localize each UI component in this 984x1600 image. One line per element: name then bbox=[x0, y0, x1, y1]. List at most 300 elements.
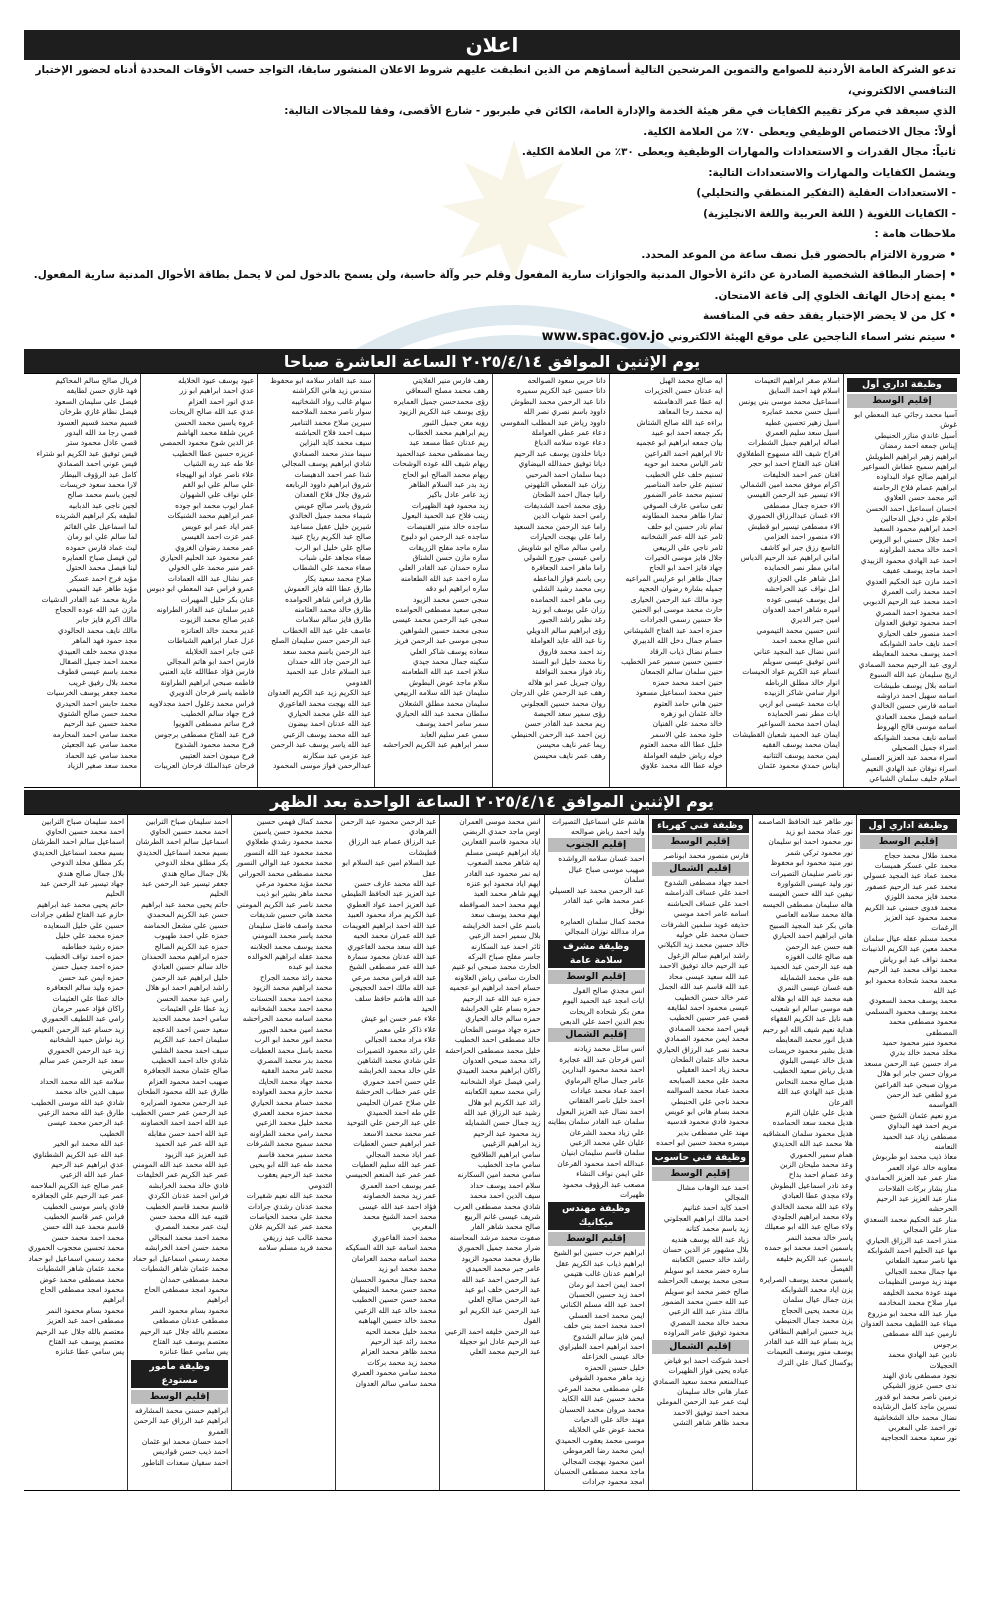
candidate-name: ريم عدنان عطا مسعد عبد bbox=[409, 438, 489, 448]
candidate-name: دعاء عمر عطي العواملة bbox=[531, 428, 606, 438]
candidate-name: محمد حازم محمد العواوده bbox=[252, 1087, 333, 1097]
candidate-name: عرين شلقة محمد الهاشم bbox=[176, 428, 255, 438]
candidate-name: فرحان عبدالملك فرحان العريبات bbox=[154, 761, 255, 771]
candidate-name: كامل عبد الرؤوف البيطار bbox=[60, 469, 138, 479]
candidate-name: اسامه نايف محمد الشوابكه bbox=[873, 732, 957, 742]
candidate-name: حمزه سالم خالد الحياري bbox=[465, 1014, 541, 1024]
candidate-name: احمد محمود احمد المصري bbox=[875, 607, 957, 617]
candidate-name: بسيم محمد اسماعيل الحديدي bbox=[136, 847, 229, 857]
candidate-name: اسراء جميل الصحيلي bbox=[891, 743, 957, 752]
candidate-name: قاسم محمد عبد الله حسن bbox=[42, 1222, 125, 1232]
candidate-name: رامي عبد اللطيف الحموري bbox=[41, 1014, 125, 1024]
candidate-name: نور طاهر عبد الحافظ الصاصمه bbox=[758, 816, 853, 826]
candidate-name: معتصم يوسف عبد الفتاح bbox=[152, 1336, 229, 1346]
candidate-name: حسام جمال دخل الله الدبيري bbox=[632, 636, 723, 646]
candidate-name: نارمين عبد الله مصطفى برجوس bbox=[882, 1329, 957, 1349]
candidate-name: عمار هاني خالد سليمان bbox=[677, 1386, 749, 1396]
names-column bbox=[231, 815, 335, 1490]
candidate-name: عبد الله محمد عارف حسن bbox=[354, 879, 437, 889]
candidate-name: حلا حسين رسمي الجرادات bbox=[640, 615, 723, 625]
candidate-name: هبه حسن عبد الرحمن bbox=[785, 941, 853, 951]
candidate-name: ايه عدنان حسن الجزيرات bbox=[644, 386, 723, 396]
candidate-name: احمد جلال حسني ابو الروس bbox=[870, 534, 957, 544]
candidate-name: راني محمد سعيد الكعابنه bbox=[464, 1087, 541, 1097]
names-column bbox=[127, 815, 231, 1490]
candidate-name: محمد مؤيد محمود مرعي bbox=[255, 879, 333, 889]
candidate-name: احمد ابراهيم محمود السعيد bbox=[873, 524, 957, 534]
candidate-name: هديل علي عليان الترم bbox=[785, 1108, 853, 1117]
candidate-name: حمزه احمد نواف الخطيب bbox=[45, 951, 125, 961]
candidate-name: هديل بشير محمود خريسات bbox=[768, 1045, 853, 1055]
candidate-name: احمد علي عساف الحباشنه bbox=[667, 898, 749, 908]
candidate-name: سلام احمد عبد الله الطعامنه bbox=[401, 667, 489, 677]
candidate-name: محمد يوسف محمد الجلابنه bbox=[250, 941, 333, 951]
candidate-name: اسامه بلال يوسف طبيشات bbox=[873, 680, 957, 690]
candidate-name: فيصل علي سليمان السعود bbox=[54, 396, 138, 406]
candidate-name: ابراهيم سميح عطاش السواعير bbox=[861, 462, 957, 472]
candidate-name: سجى محمد حسين الشواهين bbox=[399, 625, 489, 635]
candidate-name: مراد حسين عبد الرحمن مسعد bbox=[863, 1058, 957, 1068]
candidate-name: زيد عطا علي العثيمات bbox=[160, 1003, 229, 1013]
region-header: إقليم الوسط bbox=[548, 970, 645, 984]
candidate-name: راما ماهر احمد الجعافرة bbox=[531, 563, 606, 573]
candidate-name: نيفين عبد الله حسن العيسه bbox=[768, 889, 853, 899]
candidate-name: ريم محمد عبد القادر حسن bbox=[524, 719, 606, 729]
candidate-name: عمر عبد الكريم عمر الخليفات bbox=[136, 1170, 229, 1180]
candidate-name: ايه شاهر محمد الصعوب bbox=[467, 858, 541, 868]
candidate-name: محمد كمال سلمان العمايره bbox=[560, 916, 645, 926]
candidate-name: الاء تيسير عبد الرحمن القيسي bbox=[747, 490, 840, 500]
candidate-name: اسيل زهير تحسين عطيه bbox=[765, 417, 840, 427]
candidate-name: سلمان عبد القادر سلمان بطاينه bbox=[547, 1117, 645, 1127]
candidate-name: محمد غالب عبد زريقي bbox=[263, 1232, 333, 1242]
candidate-name: شادي محمد مصطفى العرب bbox=[453, 1201, 541, 1211]
candidate-name: محمد بلال رفيق غريب bbox=[68, 677, 138, 687]
candidate-name: غدير محمد خالد العنانزه bbox=[181, 625, 255, 635]
candidate-name: اسامه فارس حسين الخالدي bbox=[870, 701, 957, 711]
candidate-name: محمد زياد احمد العقيلي bbox=[676, 1065, 749, 1075]
candidate-name: عامر جبر محمد الحميدي bbox=[465, 1264, 541, 1274]
candidate-name: احمد ايمن احمد ابو رمان bbox=[568, 1279, 645, 1289]
candidate-name: ديانا توفيق حمدالله البيضاوي bbox=[518, 459, 606, 469]
candidate-name: قصي رجا مد الله البدور bbox=[65, 428, 138, 438]
candidate-name: اياد محمود قاسم القعارين bbox=[461, 837, 541, 847]
candidate-name: رهف عبد الرحمن علي الدرجان bbox=[510, 688, 606, 698]
names-column bbox=[856, 815, 960, 1490]
candidate-name: حازم عبد الفتاح لطفي جرادات bbox=[30, 910, 125, 920]
candidate-name: محمد ابراهيم محمد الزيود bbox=[252, 983, 333, 993]
candidate-name: جهاد تيسير عبد الرحمن عبد الحليم bbox=[40, 879, 125, 899]
candidate-name: صفاء مجاهد علي شباب bbox=[299, 552, 372, 562]
candidate-name: احمد خالد محمد الطراونه bbox=[879, 545, 957, 555]
candidate-name: عبد الرحمن عمر حسن الخطيب bbox=[131, 1108, 229, 1117]
candidate-name: تامر الياس محمد ابو حويه bbox=[643, 459, 723, 469]
candidate-name: محمد باسل محمد العطيات bbox=[250, 1045, 333, 1055]
candidate-name: نور سعيد محمد الحجاجيه bbox=[880, 1433, 957, 1443]
candidate-name: محمد مسلم عقله عيال سلمان bbox=[863, 933, 957, 943]
candidate-name: حنين احمد محمد حمزه bbox=[652, 677, 723, 687]
candidate-name: محمد محمود عبد العزيز الرغمات bbox=[884, 913, 957, 933]
candidate-name: يزيد حسين ابراهيم النطافي bbox=[768, 1326, 853, 1336]
candidate-name: عبد الرحيم خالد توفيق الاحمد bbox=[659, 961, 749, 971]
candidate-name: ربى ماهر احمد الحمامده bbox=[530, 594, 606, 604]
candidate-name: هديل انور محمد المعايطه bbox=[775, 1035, 853, 1045]
candidate-name: تسنيم خلف علي الخطيب bbox=[645, 469, 723, 479]
candidate-name: مراد مدالله نوزان المجالي bbox=[564, 927, 645, 937]
candidate-name: خوله رياض خليفه العواملة bbox=[643, 750, 723, 760]
candidate-name: فراس محمد زغلول احمد مجدلاويه bbox=[149, 698, 255, 708]
candidate-name: سيما منذر محمد الصمادي bbox=[292, 448, 372, 458]
intro-line: ملاحظات هامة : bbox=[874, 228, 956, 240]
candidate-name: عبد الرحمن خليفه احمد الزعبي bbox=[444, 1326, 541, 1336]
candidate-name: ثائر احمد عبد السكارنه bbox=[470, 941, 541, 951]
candidate-name: نور احمد علي المغربي bbox=[888, 1422, 957, 1432]
candidate-name: روان جبريل عمر ابو هلاله bbox=[527, 677, 606, 687]
candidate-name: عنان بكر خليل المهيرات bbox=[180, 594, 255, 604]
candidate-name: سامي ماجد الخطيب bbox=[478, 1160, 541, 1170]
names-grid-afternoon bbox=[24, 814, 960, 1491]
candidate-name: ربى محمد رشيد الشلبي bbox=[532, 584, 606, 594]
candidate-name: محمد حسن صالح الشتوي bbox=[58, 709, 138, 718]
candidate-name: محمد محمود عبد الله النسور bbox=[244, 847, 333, 857]
candidate-name: خلود محمد علي الاسمر bbox=[650, 729, 723, 739]
candidate-name: سجى حسن محمد الزيود bbox=[413, 594, 489, 604]
candidate-name: زيد باسم محمد كتانه bbox=[685, 1224, 749, 1234]
candidate-name: عمر يوسف احمد العمري bbox=[360, 1180, 437, 1190]
candidate-name: علي شادي محمد الشاهين bbox=[357, 1055, 437, 1065]
candidate-name: سمي عمر سليم العابد bbox=[420, 729, 489, 739]
candidate-name: أسيل غاندي منازر الحنيطي bbox=[874, 430, 957, 440]
candidate-name: هبه علي محمد الشمايله bbox=[779, 972, 853, 982]
candidate-name: ساره حمدان عبد القادر العلي bbox=[398, 563, 489, 573]
candidate-name: سندس زيد هاني الكراشنه bbox=[292, 386, 372, 396]
candidate-name: حمزه علي احمد طهبوب bbox=[154, 931, 229, 941]
candidate-name: محمد رسمي اسماعيل ابو حماد bbox=[132, 1253, 229, 1263]
candidate-name: عبد الله عمران محمد الحيه bbox=[353, 931, 437, 941]
names-column bbox=[374, 374, 491, 787]
candidate-name: عبد العزيز احمد عواد العطوي bbox=[346, 899, 437, 909]
candidate-name: آسيا محمد رجائي عبد المعطي ابو غوش bbox=[854, 410, 957, 430]
candidate-name: ساجده عبد الرحمن ابو دلبوح bbox=[400, 532, 489, 542]
candidate-name: ابراهيم عدنان غالب هتيمي bbox=[563, 1269, 645, 1279]
candidate-name: خالد سالم حسين العبادي bbox=[152, 962, 229, 972]
candidate-name: محمد خالد عثمان الطحان bbox=[670, 1054, 749, 1064]
names-column bbox=[439, 815, 543, 1490]
candidate-name: محمد احمد الفاعوري bbox=[372, 1232, 437, 1242]
candidate-name: جود مالك عبد الرحمن الحيارى bbox=[630, 594, 723, 604]
candidate-name: محمد ظاهر محمد العزام bbox=[360, 1347, 437, 1357]
candidate-name: عز الدين شوح محمود الحمصي bbox=[159, 438, 255, 448]
candidate-name: احمد خليل ناصر الفتقاني bbox=[568, 1096, 645, 1106]
candidate-name: محمد عبد الله نعيم شقيرات bbox=[246, 1191, 333, 1201]
announcement-title: اعلان bbox=[24, 30, 960, 60]
note-item: • يمنع إدخال الهاتف الخلوي إلى قاعة الامتحان. bbox=[714, 289, 956, 302]
candidate-name: لما اسماعيل علي القائم bbox=[64, 521, 138, 531]
candidate-name: يس سامي عطا عنانزه bbox=[159, 1347, 229, 1357]
candidate-name: زيد جمال حسن الشمايله bbox=[464, 1118, 541, 1128]
candidate-name: عبد الرحمن عبد الكريم ابو الفول bbox=[459, 1305, 541, 1326]
candidate-name: لجين باسم محمد صالح bbox=[67, 490, 138, 500]
candidate-name: محمد خليل محمد الزعبي bbox=[255, 1118, 333, 1128]
region-header: إقليم الوسط bbox=[548, 1232, 645, 1246]
candidate-name: محمد ناصر عبد الكريم المومني bbox=[236, 899, 333, 909]
candidate-name: ليث عماد فارس حموده bbox=[65, 542, 138, 552]
candidate-name: مجد حمود فهد الماهر bbox=[71, 636, 138, 646]
candidate-name: منذر احمد عبد الرزاق الحياري bbox=[866, 1235, 957, 1245]
candidate-name: مروان صبحي عبد القراعين bbox=[874, 1079, 957, 1089]
candidate-name: عبد الله حسن محمد الضمور bbox=[662, 1297, 749, 1307]
candidate-name: ساره ماجد مفلح الزريقات bbox=[409, 542, 489, 552]
candidate-name: ايهم محمد يوسف سعد bbox=[470, 910, 541, 920]
candidate-name: هلا محمد عبد الله الحديدي bbox=[772, 1139, 853, 1149]
candidate-name: عمر ابراهيم حسن العطيات bbox=[353, 1139, 437, 1149]
session-header-morning: يوم الإثنين الموافق ٢٠٢٥/٤/١٤ الساعة العاشرة صباحا bbox=[24, 349, 960, 373]
candidate-name: يزن اياد محمد الشوابكه bbox=[780, 1284, 853, 1294]
candidate-name: احمد سفيان سعدات الناطور bbox=[141, 1457, 229, 1467]
candidate-name: عبد الله هاشم حافظ سلف الحيد bbox=[354, 993, 437, 1013]
candidate-name: يزن محمد جمال الحنيطي bbox=[775, 1316, 853, 1326]
candidate-name: عبد الله قاسم عبد الله الجمل bbox=[658, 982, 749, 992]
candidate-name: سمر ابراهيم عبد الكريم الحراحشه bbox=[382, 740, 489, 750]
candidate-name: حمزه جهاد موسى الطحان bbox=[460, 1024, 541, 1034]
candidate-name: ميناء عبد اللطيف محمد العدوان bbox=[860, 1318, 957, 1328]
candidate-name: افنان عبد الفتاح احمد ابو حجر bbox=[748, 459, 840, 469]
candidate-name: فهد غازي حسن لطايفه bbox=[66, 386, 138, 396]
candidate-name: محمد محمد ابو زيد bbox=[378, 1264, 437, 1274]
candidate-name: رند احمد محمد فاروق bbox=[538, 646, 606, 656]
candidate-name: سجى محمد يوسف الحراحشه bbox=[657, 1276, 749, 1286]
candidate-name: بكر مطلق مخلد الدوخي bbox=[154, 858, 229, 868]
candidate-name: محمد جمال محمود الحسبان bbox=[350, 1274, 437, 1284]
candidate-name: افنان عمر احمد الخليفات bbox=[763, 469, 840, 479]
candidate-name: رؤى يوسف عبد الكريم الزيود bbox=[398, 407, 489, 417]
candidate-name: هبه صالح غالب الغوزه bbox=[785, 951, 853, 961]
candidate-name: راما عبد الرحمن محمد السعيد bbox=[513, 521, 606, 531]
candidate-name: ايمن محمد احمد العسلي bbox=[568, 1310, 645, 1320]
candidate-name: وعد عصام احمد بداح bbox=[788, 1170, 853, 1180]
candidate-name: عبد الله محمد يوسف الزعبي bbox=[282, 729, 372, 739]
candidate-name: محمود بسام محمود النمر bbox=[46, 1305, 125, 1315]
candidate-name: اسامه موسى فالح الهروط bbox=[876, 722, 957, 732]
names-column bbox=[726, 374, 843, 787]
candidate-name: سجى سعيد مصطفى الحوامده bbox=[395, 604, 489, 614]
candidate-name: ابراهيم ذياب عبد الكريم عقل bbox=[555, 1258, 645, 1268]
candidate-name: مهند عودة محمد الخليفه bbox=[882, 1287, 957, 1297]
candidate-name: جميله بشارة رضوان الحجيه bbox=[638, 584, 723, 594]
intro-line: - الاستعدادات العقلية (التفكير المنطقي والتحليلي) bbox=[696, 187, 956, 199]
candidate-name: محمود منير محمود حميد bbox=[882, 1037, 957, 1047]
candidate-name: رائد محمد صبحي العدوان bbox=[462, 1055, 541, 1065]
candidate-name: راكان ابراهيم محمد العبيدي bbox=[456, 1066, 541, 1076]
candidate-name: حنين محمد اسماعيل مسعود bbox=[635, 688, 723, 698]
candidate-name: نور محمود احمد ابو سليمان bbox=[768, 837, 853, 847]
candidate-name: سعيد حسن احمد الدعجه bbox=[152, 1024, 229, 1034]
candidate-name: نادين عبد الهادي محمد الحجيلات bbox=[888, 1350, 957, 1370]
candidate-name: طارق عطا الله فايز العموش bbox=[284, 584, 372, 594]
candidate-name: شريف عيسى غانم الربيع bbox=[464, 1212, 541, 1222]
candidate-name: محمد بدر محمد المصري bbox=[257, 1055, 333, 1065]
candidate-name: الحارث سامي رياض العلاونه bbox=[454, 972, 541, 982]
candidate-name: رامي احمد شهاب الدين bbox=[533, 511, 606, 521]
candidate-name: محمد كمال فهمي حسين bbox=[256, 816, 333, 826]
candidate-name: نور منيد محمود ابو محفوظ bbox=[770, 858, 853, 868]
candidate-name: ابراهيم حسني محمد المشارفه bbox=[134, 1405, 229, 1415]
candidate-name: احمد ابراهيم احمد الطيراوي bbox=[558, 1342, 645, 1352]
candidate-name: اريج سليمان عبد الله السبوع bbox=[869, 670, 957, 680]
candidate-name: قتيبه عبد الله محمد حسن bbox=[149, 1212, 229, 1222]
candidate-name: عمر محمد رضوان الغزوي bbox=[175, 542, 255, 552]
candidate-name: قيس عوني احمد الصمادي bbox=[57, 459, 138, 469]
candidate-name: قيس احمد محمد الصمادي bbox=[668, 1023, 749, 1033]
region-header: إقليم الشمال bbox=[548, 1028, 645, 1042]
candidate-name: فرح ميمون احمد العتيبي bbox=[179, 750, 255, 760]
candidate-name: هبه نايل عبد الكريم الفقهاء bbox=[770, 1014, 853, 1024]
note-item: • إحضار البطاقة الشخصية الصادرة عن دائرة الأحوال المدنية والجوازات سارية المفعول وقلم حبر وآلة حاسبة، ولن يسمح بالدخول لمن لا يحمل بطاقة الأحوال المدنية سارية المفعول. bbox=[33, 269, 956, 281]
candidate-name: ميسره محمد حسين ابو احمده bbox=[656, 1138, 749, 1148]
candidate-name: تالا ابراهيم احمد القراعين bbox=[644, 448, 723, 458]
candidate-name: سهام غالب رواد الشخاتيبه bbox=[291, 396, 372, 406]
candidate-name: عدي عبد الله صالح الريحات bbox=[169, 407, 255, 417]
job-title-header: وظيفة فني حاسوب bbox=[652, 1151, 749, 1165]
candidate-name: عبد السلام امين عبد السلام ابو عقل bbox=[342, 858, 437, 878]
candidate-name: محمد احمد محمد المجالي bbox=[148, 1232, 229, 1242]
candidate-name: محمد جعفر يوسف الخرسيات bbox=[46, 688, 138, 698]
candidate-name: ساره احمد عبد الله الطعامنه bbox=[400, 573, 489, 583]
candidate-name: اسلام خليف سلمان الشباعي bbox=[869, 774, 957, 784]
candidate-name: راما علي بهجت الحيارات bbox=[530, 532, 606, 542]
names-column bbox=[843, 374, 960, 787]
candidate-name: عبد الله عدنان محمود سمارة bbox=[347, 951, 437, 961]
candidate-name: سعد عبد الرحمن عمر سالم العريني bbox=[39, 1055, 125, 1076]
candidate-name: خالد مصطفى احمد الخطيب bbox=[454, 1035, 541, 1045]
candidate-name: عبد الله مالك احمد الحجيجي bbox=[349, 983, 437, 993]
candidate-name: سمر سامر احمد يوسف bbox=[415, 719, 489, 729]
candidate-name: حمزه عبد الكريم الصالح bbox=[154, 941, 229, 951]
candidate-name: اسراء نوفان عبد الهادي النعيم bbox=[865, 763, 957, 773]
candidate-name: الاء حمزه جمال مصطفى bbox=[763, 500, 840, 510]
candidate-name: علي مصطفى محمد المرعي bbox=[558, 1383, 645, 1393]
candidate-name: فرح ساتم مصطفى الفويوا bbox=[173, 719, 255, 729]
candidate-name: صالح عثمان محمد الجعافرة bbox=[143, 1066, 229, 1076]
candidate-name: محمود بسام محمود النمر bbox=[150, 1305, 229, 1315]
candidate-name: محمد ناجي علي الحنيطي bbox=[671, 1096, 749, 1106]
candidate-name: انوار سامي شاكر الزبيده bbox=[764, 688, 840, 698]
candidate-name: محمد بسام هاني ابو عويس bbox=[665, 1106, 749, 1116]
candidate-name: ضرار محمد جميل الحموري bbox=[457, 1243, 541, 1253]
candidate-name: ابراهيم صالح عواد البداوده bbox=[876, 472, 957, 482]
region-header: إقليم الوسط bbox=[652, 1167, 749, 1181]
candidate-name: محمد عوض علي الخلايله bbox=[568, 1425, 645, 1435]
candidate-name: احمد ذيب حسن قواديس bbox=[152, 1447, 229, 1457]
candidate-name: محمد سامي سالم العدوان bbox=[355, 1378, 437, 1388]
candidate-name: محمود توفيق عامر المراوده bbox=[663, 1328, 749, 1338]
candidate-name: احسان اسماعيل احمد الحسن bbox=[865, 503, 957, 513]
candidate-name: روان محمد حسين العجلوني bbox=[520, 698, 606, 708]
candidate-name: عمر عبد الرحيم علي الجعافره bbox=[31, 1191, 125, 1201]
candidate-name: محمد احمد محمد الشخانبه bbox=[250, 1003, 333, 1013]
candidate-name: زيد ماهر محمود الشوفي bbox=[569, 1373, 645, 1383]
candidate-name: مؤيد فرح احمد عسكر bbox=[70, 573, 138, 583]
candidate-name: حارث محمد موسى ابو الحنين bbox=[631, 604, 723, 614]
candidate-name: ايه محمد رجا المعاهد bbox=[658, 407, 723, 417]
candidate-name: محمد سامي عيد الحماد bbox=[65, 750, 138, 760]
candidate-name: علي سالم علي ابو القم bbox=[182, 480, 255, 490]
candidate-name: محمد حسين عبد الله الكايد bbox=[561, 1394, 645, 1404]
candidate-name: هاله سليمان مصطفى الحيسه bbox=[762, 899, 853, 909]
candidate-name: رانيا جمال احمد الطحان bbox=[532, 490, 606, 500]
candidate-name: هاني بكر عبد المجيد الصبيح bbox=[768, 920, 853, 930]
candidate-name: جلال فايز موسى الحيرات bbox=[644, 552, 723, 562]
candidate-name: يس سامي عطا عنانزه bbox=[55, 1347, 125, 1357]
candidate-name: عمار عبد الله الزعبي bbox=[60, 1170, 125, 1180]
candidate-name: رامي سالم صالح ابو شاويش bbox=[517, 542, 606, 552]
candidate-name: محمد باسم عيسى قطوف bbox=[57, 667, 138, 677]
candidate-name: سند عبد القادر سلامه ابو محفوظ bbox=[270, 376, 372, 385]
candidate-name: ايات محمد عيسى ابو ازبي bbox=[759, 698, 840, 708]
candidate-name: رنا عبد الله عايد العواملة bbox=[530, 636, 606, 646]
candidate-name: محمد محمود عبد الوالي النسور bbox=[236, 858, 333, 868]
candidate-name: ثامر عبد الله عمر الشخانبه bbox=[640, 532, 723, 542]
candidate-name: يوكسال كمال علي الترك bbox=[777, 1357, 853, 1367]
candidate-name: ندى حسن عزوز الشيكي bbox=[882, 1381, 957, 1391]
candidate-name: هديل صالح محمد النحاس bbox=[775, 1076, 853, 1086]
candidate-name: موسى محمد يعقوب الحميدي bbox=[555, 1435, 645, 1445]
candidate-name: علي صلاح عمران الحليمي bbox=[356, 1097, 437, 1107]
website-link[interactable]: www.spac.gov.jo bbox=[541, 328, 665, 344]
names-column bbox=[140, 374, 257, 787]
candidate-name: صالح عبد الكريم رياح عبيد bbox=[291, 532, 372, 542]
candidate-name: عبد العزيز عبد الحافظ الطيطي bbox=[341, 889, 437, 899]
candidate-name: بيان جمعه ابراهيم ابو عجميه bbox=[636, 438, 723, 448]
candidate-name: صلاح محمد سعيد بكار bbox=[304, 573, 372, 583]
candidate-name: حنين سلمان سالم الجمعان bbox=[640, 667, 723, 677]
candidate-name: محمد طلال محمد حجاج bbox=[884, 850, 957, 860]
candidate-name: حسين علي مشعل الحماضه bbox=[143, 920, 229, 930]
candidate-name: محمد ابو عبده bbox=[288, 962, 333, 972]
candidate-name: حذيفه عويد سلمين الشرفات bbox=[660, 919, 749, 929]
candidate-name: ايمان احمد محمد السواعير bbox=[757, 719, 840, 729]
candidate-name: طارق خالد محمد العثامنه bbox=[294, 604, 372, 614]
candidate-name: فاطمه صبحي ابراهيم الطراونة bbox=[160, 677, 255, 687]
candidate-name: ايهم محمد احمد الصوافطه bbox=[459, 899, 541, 909]
candidate-name: احمد محمود توفيق العدوان bbox=[874, 618, 957, 628]
candidate-name: رشيد عبد الرزاق عبد الله bbox=[463, 1108, 541, 1117]
candidate-name: محمد مصطفى محمد الحوراني bbox=[238, 868, 333, 878]
candidate-name: سيف محمد كايد البزاين bbox=[299, 438, 372, 448]
candidate-name: انس توفيق عيسى سويلم bbox=[762, 656, 840, 666]
candidate-name: عبد العزيز عيد الزيود bbox=[164, 1149, 229, 1159]
candidate-name: عبد الرزاق عصام عبد الرزاق قطيشات bbox=[348, 837, 437, 857]
candidate-name: ايناس حمدي محمود عثمان bbox=[758, 761, 840, 771]
job-title-header: وظيفة مشرف سلامة عامة bbox=[548, 940, 645, 968]
candidate-name: عمر عبد الله سليم العطيات bbox=[351, 1160, 437, 1170]
candidate-name: خليل ابراهيم عبد الرحمن bbox=[151, 972, 229, 982]
candidate-name: انس سائل محمد زيادنه bbox=[573, 1044, 645, 1054]
intro-line: ثانياً: مجال القدرات و الاستعدادات والمهارات الوظيفية ويعطى ٣٠٪ من العلامة الكلية. bbox=[521, 146, 956, 158]
candidate-name: محمد سامي احمد المحارمه bbox=[52, 729, 138, 739]
candidate-name: خليل محمد مصطفى الحراحشه bbox=[445, 1045, 541, 1055]
candidate-name: عبد الرحمن باسم محمد سعد bbox=[282, 646, 372, 656]
candidate-name: اروى عبد الرحيم محمد الصمادي bbox=[858, 659, 957, 669]
candidate-name: عمار ايوب محمد ابو جوده bbox=[175, 500, 255, 510]
candidate-name: عمر محمد محمد الاسعد bbox=[362, 1128, 437, 1138]
candidate-name: ريما عمر نايف محيسن bbox=[536, 740, 606, 750]
names-column bbox=[752, 815, 856, 1490]
candidate-name: هديل محمود سلمان المشاقبه bbox=[762, 1128, 853, 1138]
candidate-name: اوس ماجد حمدي الربضي bbox=[462, 827, 541, 837]
names-column bbox=[24, 374, 140, 787]
candidate-name: عبد الرحمن محمد عبد العسيلي bbox=[549, 885, 645, 895]
